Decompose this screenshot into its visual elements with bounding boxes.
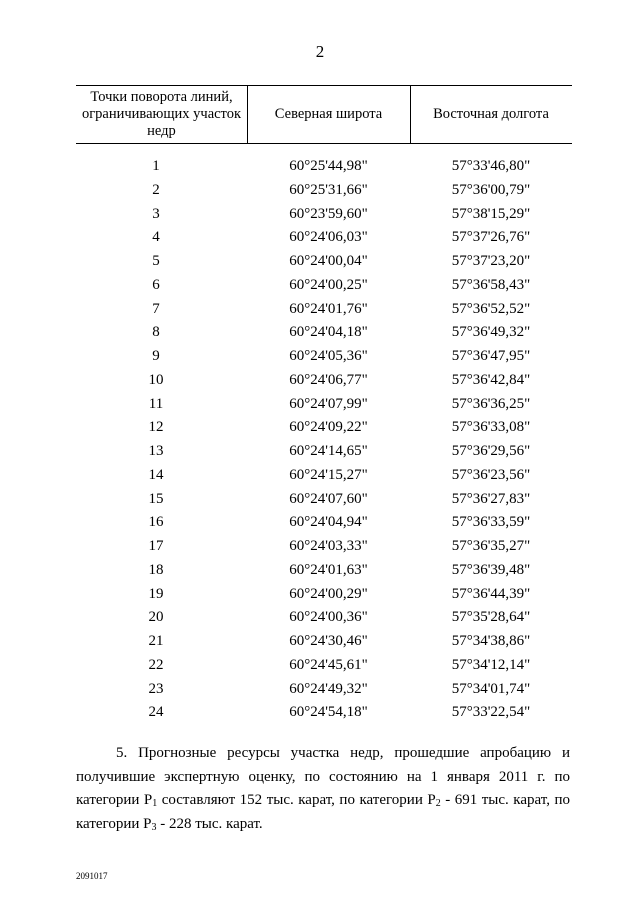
header-latitude: Северная широта [274, 105, 383, 122]
point-number: 7 [152, 300, 160, 317]
table-row [76, 203, 572, 227]
point-number: 1 [152, 158, 160, 174]
longitude-cell: 57°33'22,54" [451, 704, 531, 721]
table-row [76, 559, 572, 583]
latitude-cell: 60°24'03,33" [289, 538, 368, 554]
point-number: 21 [148, 633, 164, 649]
table-row [76, 535, 572, 559]
latitude-cell: 60°24'07,99" [289, 395, 368, 412]
table-row [76, 393, 572, 417]
longitude-cell: 57°37'26,76" [451, 229, 531, 246]
longitude-cell: 57°36'27,83" [451, 490, 531, 507]
latitude-cell: 60°24'05,36" [289, 348, 368, 364]
longitude-cell: 57°36'36,25" [451, 395, 531, 412]
point-number: 9 [152, 348, 160, 364]
point-number: 4 [152, 229, 160, 246]
table-header-border [76, 143, 572, 144]
longitude-cell: 57°37'23,20" [451, 253, 531, 269]
longitude-cell: 57°38'15,29" [451, 205, 531, 222]
longitude-cell: 57°33'46,80" [451, 158, 531, 174]
table-row [76, 274, 572, 298]
table-row [76, 321, 572, 345]
longitude-cell: 57°36'52,52" [451, 300, 531, 317]
latitude-cell: 60°24'09,22" [289, 419, 368, 436]
table-row [76, 298, 572, 322]
point-number: 19 [148, 585, 164, 602]
paragraph-text: - 691 тыс. карат, по категории P [76, 792, 570, 832]
page-number: 2 [315, 42, 325, 61]
longitude-cell: 57°36'42,84" [451, 371, 531, 388]
point-number: 18 [148, 561, 164, 578]
table-row [76, 179, 572, 203]
latitude-cell: 60°24'06,03" [289, 229, 368, 246]
longitude-cell: 57°36'49,32" [451, 324, 531, 341]
latitude-cell: 60°24'49,32" [289, 680, 368, 697]
point-number: 2 [152, 181, 160, 198]
point-number: 23 [148, 680, 164, 697]
point-number: 5 [152, 253, 160, 269]
point-number: 15 [148, 490, 164, 507]
header-points: Точки поворота линий, ограничивающих участок недр [81, 88, 242, 139]
longitude-cell: 57°36'58,43" [451, 276, 531, 293]
latitude-cell: 60°23'59,60" [289, 205, 368, 222]
header-longitude: Восточная долгота [433, 105, 549, 122]
latitude-cell: 60°24'07,60" [289, 490, 368, 507]
point-number: 3 [152, 205, 160, 222]
point-number: 6 [152, 276, 160, 293]
table-row [76, 416, 572, 440]
latitude-cell: 60°24'45,61" [289, 656, 368, 673]
latitude-cell: 60°24'54,18" [289, 704, 368, 721]
latitude-cell: 60°24'00,04" [289, 253, 368, 269]
table-row [76, 488, 572, 512]
longitude-cell: 57°34'38,86" [451, 633, 531, 649]
document-code: 2091017 [76, 871, 108, 881]
latitude-cell: 60°24'01,76" [289, 300, 368, 317]
table-row [76, 226, 572, 250]
category-subscript: 1 [152, 798, 158, 809]
point-number: 14 [148, 466, 164, 483]
table-row [76, 440, 572, 464]
point-number: 12 [148, 419, 164, 436]
latitude-cell: 60°24'01,63" [289, 561, 368, 578]
longitude-cell: 57°35'28,64" [451, 609, 531, 626]
table-row [76, 630, 572, 654]
table-row [76, 511, 572, 535]
longitude-cell: 57°36'47,95" [451, 348, 531, 364]
longitude-cell: 57°34'01,74" [451, 680, 531, 697]
latitude-cell: 60°24'04,94" [289, 514, 368, 531]
longitude-cell: 57°36'35,27" [451, 538, 531, 554]
table-row [76, 369, 572, 393]
latitude-cell: 60°24'14,65" [289, 443, 368, 459]
table-row [76, 464, 572, 488]
longitude-cell: 57°36'29,56" [451, 443, 531, 459]
longitude-cell: 57°34'12,14" [451, 656, 531, 673]
point-number: 24 [148, 704, 164, 721]
category-subscript: 3 [151, 821, 157, 833]
table-row [76, 654, 572, 678]
coordinates-table-body [76, 155, 572, 725]
table-row [76, 606, 572, 630]
point-number: 17 [148, 538, 164, 554]
longitude-cell: 57°36'33,08" [451, 419, 531, 436]
table-row [76, 345, 572, 369]
latitude-cell: 60°24'00,29" [289, 585, 368, 602]
point-number: 13 [148, 443, 164, 459]
point-number: 10 [148, 371, 164, 388]
point-number: 16 [148, 514, 164, 531]
table-row [76, 155, 572, 179]
paragraph-text: - 228 тыс. карат. [156, 815, 263, 832]
latitude-cell: 60°25'31,66" [289, 181, 368, 198]
longitude-cell: 57°36'23,56" [451, 466, 531, 483]
longitude-cell: 57°36'44,39" [451, 585, 531, 602]
point-number: 11 [148, 395, 164, 412]
latitude-cell: 60°24'06,77" [289, 371, 368, 388]
table-row [76, 678, 572, 702]
table-row [76, 701, 572, 725]
paragraph-text: составляют 152 тыс. карат, по категории P [157, 792, 436, 808]
latitude-cell: 60°25'44,98" [289, 158, 368, 174]
latitude-cell: 60°24'00,25" [289, 276, 368, 293]
resources-paragraph [76, 742, 570, 836]
latitude-cell: 60°24'15,27" [289, 466, 368, 483]
point-number: 22 [148, 656, 164, 673]
table-row [76, 250, 572, 274]
latitude-cell: 60°24'00,36" [289, 609, 368, 626]
table-row [76, 583, 572, 607]
latitude-cell: 60°24'04,18" [289, 324, 368, 341]
point-number: 8 [152, 324, 160, 341]
longitude-cell: 57°36'33,59" [451, 514, 531, 531]
paragraph-text: 5. Прогнозные ресурсы участка недр, прошедшие апробацию и получившие экспертную оценку, по состоянию на 1 января 2011 г. по категории P [76, 745, 570, 808]
point-number: 20 [148, 609, 164, 626]
category-subscript: 2 [435, 798, 441, 809]
longitude-cell: 57°36'00,79" [451, 181, 531, 198]
latitude-cell: 60°24'30,46" [289, 633, 368, 649]
longitude-cell: 57°36'39,48" [451, 561, 531, 578]
